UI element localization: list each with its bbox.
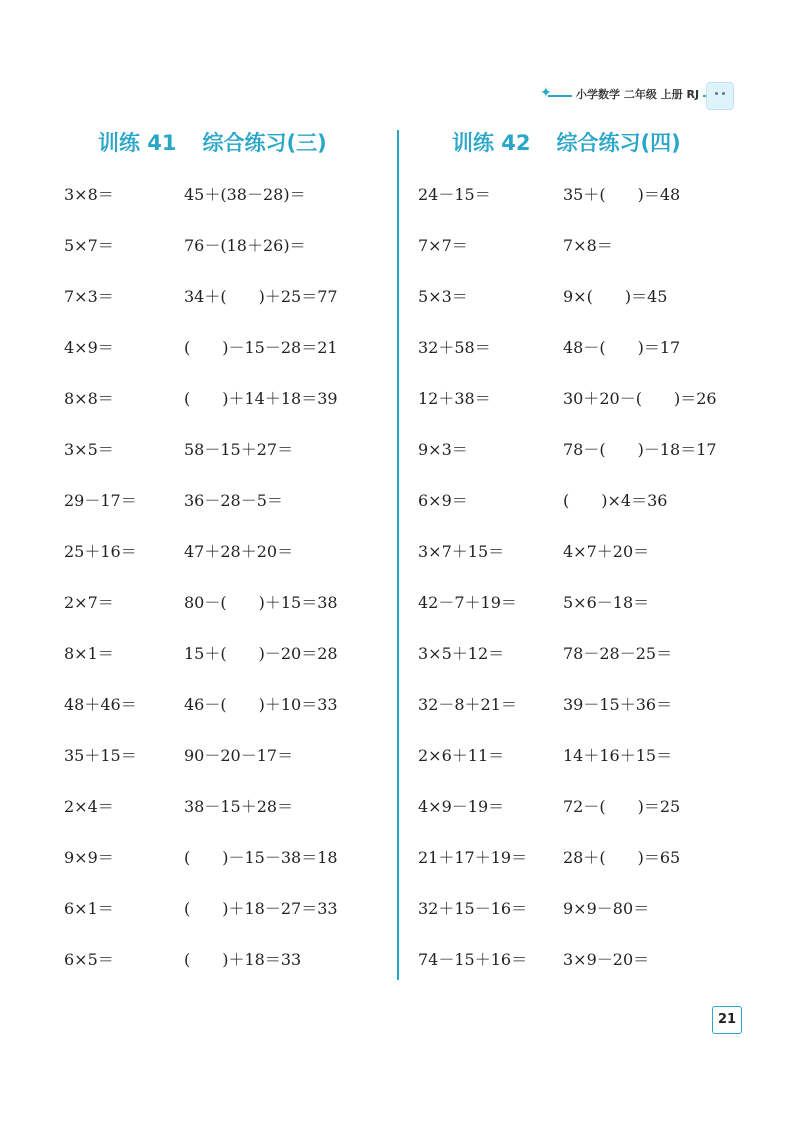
exercise-item: ( )×4＝36 [563,491,668,510]
exercise-item: 8×1＝ [64,644,114,663]
exercise-item: 46－( )＋10＝33 [184,695,338,714]
exercise-item: 80－( )＋15＝38 [184,593,338,612]
exercise-item: 7×3＝ [64,287,114,306]
exercise-item: 9×3＝ [418,440,468,459]
exercise-item: 32＋15－16＝ [418,899,528,918]
exercise-item: 14＋16＋15＝ [563,746,673,765]
exercise-item: 2×7＝ [64,593,114,612]
exercise-item: 12＋38＝ [418,389,491,408]
exercise-item: 28＋( )＝65 [563,848,681,867]
exercise-item: 2×6＋11＝ [418,746,505,765]
exercise-item: 29－17＝ [64,491,137,510]
exercise-item: 3×7＋15＝ [418,542,505,561]
exercise-item: 7×8＝ [563,236,613,255]
exercise-item: 32－8＋21＝ [418,695,517,714]
training-topic: 综合练习(四) [556,131,681,155]
training-label: 训练 41 [98,131,177,155]
exercise-item: 4×9＝ [64,338,114,357]
exercise-item: ( )＋18－27＝33 [184,899,338,918]
exercise-item: 90－20－17＝ [184,746,294,765]
exercise-item: ( )＋14＋18＝39 [184,389,338,408]
exercise-item: 5×7＝ [64,236,114,255]
exercise-item: 78－( )－18＝17 [563,440,717,459]
exercise-item: 21＋17＋19＝ [418,848,528,867]
exercise-item: 9×9－80＝ [563,899,650,918]
exercise-column-left-1 [64,178,137,994]
exercise-item: 15＋( )－20＝28 [184,644,338,663]
exercise-item: 32＋58＝ [418,338,491,357]
training-topic: 综合练习(三) [202,131,327,155]
exercise-item: 7×7＝ [418,236,468,255]
exercise-item: 2×4＝ [64,797,114,816]
exercise-item: 4×9－19＝ [418,797,505,816]
exercise-item: 25＋16＝ [64,542,137,561]
exercise-item: 48＋46＝ [64,695,137,714]
exercise-item: 78－28－25＝ [563,644,673,663]
exercise-item: 6×9＝ [418,491,468,510]
exercise-item: 30＋20－( )＝26 [563,389,717,408]
exercise-item: 6×5＝ [64,950,114,969]
exercise-item: 6×1＝ [64,899,114,918]
exercise-item: ( )－15－28＝21 [184,338,338,357]
exercise-item: 76－(18＋26)＝ [184,236,306,255]
exercise-column-right-2 [563,178,717,994]
exercise-item: 9×9＝ [64,848,114,867]
exercise-item: 42－7＋19＝ [418,593,517,612]
exercise-item: 3×8＝ [64,185,114,204]
training-label: 训练 42 [452,131,531,155]
exercise-item: 35＋( )＝48 [563,185,681,204]
exercise-item: ( )－15－38＝18 [184,848,338,867]
exercise-column-left-2 [184,178,338,994]
exercise-item: 34＋( )＋25＝77 [184,287,338,306]
exercise-item: 24－15＝ [418,185,491,204]
exercise-item: 3×5＝ [64,440,114,459]
exercise-item: 3×9－20＝ [563,950,650,969]
exercise-item: 4×7＋20＝ [563,542,650,561]
exercise-column-right-1 [418,178,527,994]
exercise-item: 72－( )＝25 [563,797,681,816]
column-divider [397,130,399,980]
exercise-item: 47＋28＋20＝ [184,542,294,561]
exercise-item: 45＋(38－28)＝ [184,185,306,204]
section-title-41 [98,128,327,158]
exercise-item: 9×( )＝45 [563,287,668,306]
exercise-item: 39－15＋36＝ [563,695,673,714]
exercise-item: 3×5＋12＝ [418,644,505,663]
mascot-icon [706,82,734,110]
exercise-item: 38－15＋28＝ [184,797,294,816]
page-number: 21 [712,1006,742,1034]
book-info: 小学数学 二年级 上册 RJ [572,82,703,108]
page-header [540,82,738,108]
exercise-item: 36－28－5＝ [184,491,283,510]
exercise-item: 74－15＋16＝ [418,950,528,969]
sparkle-icon: ✦ [540,85,552,101]
exercise-item: 58－15＋27＝ [184,440,294,459]
section-title-42 [452,128,681,158]
exercise-item: 8×8＝ [64,389,114,408]
exercise-item: 5×6－18＝ [563,593,650,612]
exercise-item: 35＋15＝ [64,746,137,765]
exercise-item: 5×3＝ [418,287,468,306]
exercise-item: ( )＋18＝33 [184,950,302,969]
exercise-item: 48－( )＝17 [563,338,681,357]
